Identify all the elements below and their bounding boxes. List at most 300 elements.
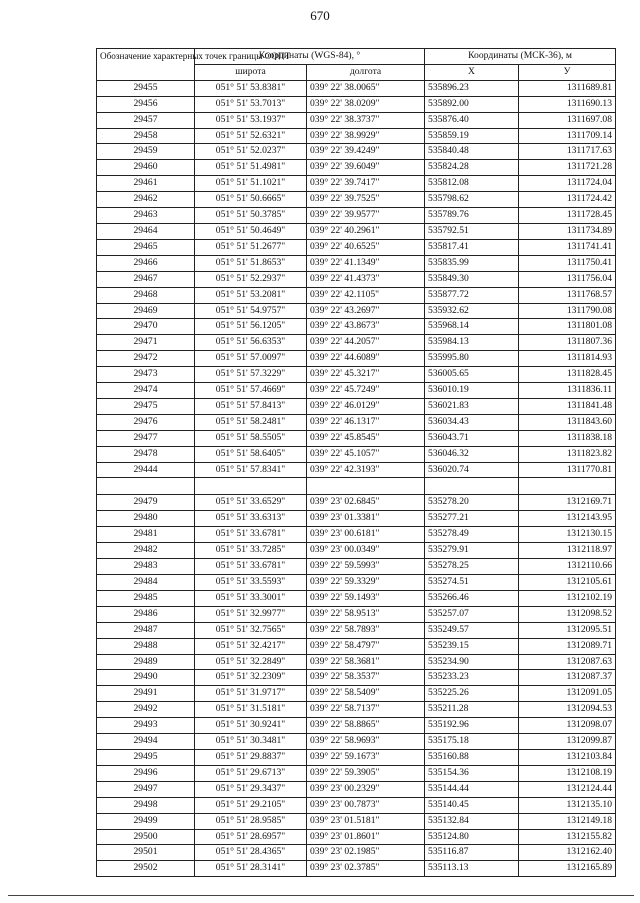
y-cell: 1311717.63 <box>519 144 616 160</box>
point-id-cell: 29457 <box>97 112 195 128</box>
longitude-cell: 039° 23' 00.7873" <box>307 797 425 813</box>
point-id-cell: 29475 <box>97 398 195 414</box>
point-id-cell: 29491 <box>97 686 195 702</box>
point-id-cell: 29502 <box>97 861 195 877</box>
y-cell: 1311843.60 <box>519 414 616 430</box>
x-cell: 535877.72 <box>425 287 519 303</box>
table-row <box>97 255 616 271</box>
longitude-cell: 039° 22' 38.0209" <box>307 96 425 112</box>
table-row <box>97 303 616 319</box>
table-row <box>97 430 616 446</box>
table-row <box>97 398 616 414</box>
table-row <box>97 861 616 877</box>
point-id-cell: 29480 <box>97 511 195 527</box>
longitude-cell: 039° 23' 01.5181" <box>307 813 425 829</box>
table-row <box>97 686 616 702</box>
x-cell: 535840.48 <box>425 144 519 160</box>
latitude-cell: 051° 51' 28.6957" <box>195 829 307 845</box>
point-id-cell: 29476 <box>97 414 195 430</box>
x-cell: 535798.62 <box>425 192 519 208</box>
y-cell: 1311724.42 <box>519 192 616 208</box>
table-row <box>97 749 616 765</box>
y-cell: 1312087.37 <box>519 670 616 686</box>
longitude-cell: 039° 22' 39.7417" <box>307 176 425 192</box>
table-row <box>97 702 616 718</box>
y-cell: 1312099.87 <box>519 734 616 750</box>
point-id-cell: 29460 <box>97 160 195 176</box>
y-cell: 1311709.14 <box>519 128 616 144</box>
longitude-cell: 039° 22' 45.3217" <box>307 367 425 383</box>
x-cell: 535892.00 <box>425 96 519 112</box>
x-cell: 535279.91 <box>425 543 519 559</box>
table-row <box>97 781 616 797</box>
table-row <box>97 112 616 128</box>
point-id-cell: 29459 <box>97 144 195 160</box>
longitude-cell: 039° 23' 00.2329" <box>307 781 425 797</box>
y-cell: 1311728.45 <box>519 208 616 224</box>
point-id-cell: 29499 <box>97 813 195 829</box>
longitude-cell: 039° 22' 46.0129" <box>307 398 425 414</box>
longitude-cell: 039° 22' 44.2057" <box>307 335 425 351</box>
y-cell: 1311734.89 <box>519 223 616 239</box>
empty-cell <box>97 478 195 495</box>
point-id-cell: 29473 <box>97 367 195 383</box>
x-cell: 535968.14 <box>425 319 519 335</box>
x-cell: 535789.76 <box>425 208 519 224</box>
latitude-cell: 051° 51' 58.6405" <box>195 446 307 462</box>
y-cell: 1312108.19 <box>519 765 616 781</box>
empty-cell <box>307 478 425 495</box>
table-row <box>97 845 616 861</box>
group-separator-row <box>97 478 616 495</box>
latitude-cell: 051° 51' 33.6313" <box>195 511 307 527</box>
x-cell: 535160.88 <box>425 749 519 765</box>
table-row <box>97 160 616 176</box>
latitude-cell: 051° 51' 53.1937" <box>195 112 307 128</box>
subheader-longitude: долгота <box>307 64 425 80</box>
latitude-cell: 051° 51' 32.7565" <box>195 622 307 638</box>
table-row <box>97 495 616 511</box>
y-cell: 1311741.41 <box>519 239 616 255</box>
latitude-cell: 051° 51' 50.4649" <box>195 223 307 239</box>
x-cell: 536043.71 <box>425 430 519 446</box>
y-cell: 1311721.28 <box>519 160 616 176</box>
x-cell: 535132.84 <box>425 813 519 829</box>
latitude-cell: 051° 51' 52.6321" <box>195 128 307 144</box>
table-row <box>97 622 616 638</box>
longitude-cell: 039° 22' 58.3681" <box>307 654 425 670</box>
y-cell: 1311790.08 <box>519 303 616 319</box>
latitude-cell: 051° 51' 31.9717" <box>195 686 307 702</box>
table-row <box>97 192 616 208</box>
y-cell: 1311770.81 <box>519 462 616 478</box>
point-id-cell: 29501 <box>97 845 195 861</box>
point-id-cell: 29494 <box>97 734 195 750</box>
x-cell: 535234.90 <box>425 654 519 670</box>
y-cell: 1312094.53 <box>519 702 616 718</box>
longitude-cell: 039° 22' 58.8865" <box>307 718 425 734</box>
page-number: 670 <box>310 8 330 23</box>
point-id-cell: 29487 <box>97 622 195 638</box>
table-row <box>97 176 616 192</box>
table-body <box>97 80 616 876</box>
latitude-cell: 051° 51' 30.3481" <box>195 734 307 750</box>
table-row <box>97 144 616 160</box>
longitude-cell: 039° 22' 58.4797" <box>307 638 425 654</box>
longitude-cell: 039° 22' 59.3329" <box>307 575 425 591</box>
longitude-cell: 039° 22' 45.7249" <box>307 383 425 399</box>
longitude-cell: 039° 22' 44.6089" <box>307 351 425 367</box>
latitude-cell: 051° 51' 51.2677" <box>195 239 307 255</box>
x-cell: 535859.19 <box>425 128 519 144</box>
latitude-cell: 051° 51' 51.8653" <box>195 255 307 271</box>
point-id-cell: 29496 <box>97 765 195 781</box>
table-row <box>97 462 616 478</box>
y-cell: 1312155.82 <box>519 829 616 845</box>
point-id-cell: 29492 <box>97 702 195 718</box>
longitude-cell: 039° 22' 41.1349" <box>307 255 425 271</box>
longitude-cell: 039° 22' 40.2961" <box>307 223 425 239</box>
longitude-cell: 039° 22' 58.9513" <box>307 606 425 622</box>
point-id-cell: 29469 <box>97 303 195 319</box>
coordinates-table <box>96 48 616 877</box>
y-cell: 1311814.93 <box>519 351 616 367</box>
table-row <box>97 575 616 591</box>
point-id-cell: 29455 <box>97 80 195 96</box>
point-id-cell: 29474 <box>97 383 195 399</box>
table-row <box>97 590 616 606</box>
x-cell: 535154.36 <box>425 765 519 781</box>
y-cell: 1312130.15 <box>519 527 616 543</box>
y-cell: 1311690.13 <box>519 96 616 112</box>
x-cell: 535876.40 <box>425 112 519 128</box>
x-cell: 535896.23 <box>425 80 519 96</box>
point-id-cell: 29458 <box>97 128 195 144</box>
y-cell: 1311689.81 <box>519 80 616 96</box>
point-id-cell: 29462 <box>97 192 195 208</box>
x-cell: 535225.26 <box>425 686 519 702</box>
subheader-latitude: широта <box>195 64 307 80</box>
x-cell: 535278.20 <box>425 495 519 511</box>
longitude-cell: 039° 22' 58.7137" <box>307 702 425 718</box>
longitude-cell: 039° 22' 45.8545" <box>307 430 425 446</box>
header-msk36: Координаты (МСК-36), м <box>425 49 616 65</box>
y-cell: 1311801.08 <box>519 319 616 335</box>
longitude-cell: 039° 23' 01.3381" <box>307 511 425 527</box>
y-cell: 1312124.44 <box>519 781 616 797</box>
table-row <box>97 128 616 144</box>
x-cell: 535932.62 <box>425 303 519 319</box>
point-id-cell: 29465 <box>97 239 195 255</box>
y-cell: 1312098.07 <box>519 718 616 734</box>
latitude-cell: 051° 51' 57.8341" <box>195 462 307 478</box>
y-cell: 1312118.97 <box>519 543 616 559</box>
y-cell: 1311768.57 <box>519 287 616 303</box>
point-id-cell: 29493 <box>97 718 195 734</box>
y-cell: 1312149.18 <box>519 813 616 829</box>
subheader-y: У <box>519 64 616 80</box>
x-cell: 535233.23 <box>425 670 519 686</box>
x-cell: 535278.49 <box>425 527 519 543</box>
longitude-cell: 039° 22' 59.3905" <box>307 765 425 781</box>
point-id-cell: 29481 <box>97 527 195 543</box>
empty-cell <box>195 478 307 495</box>
longitude-cell: 039° 22' 43.8673" <box>307 319 425 335</box>
latitude-cell: 051° 51' 56.1205" <box>195 319 307 335</box>
point-id-cell: 29495 <box>97 749 195 765</box>
y-cell: 1311838.18 <box>519 430 616 446</box>
y-cell: 1312162.40 <box>519 845 616 861</box>
table-row <box>97 654 616 670</box>
longitude-cell: 039° 22' 46.1317" <box>307 414 425 430</box>
longitude-cell: 039° 22' 59.1493" <box>307 590 425 606</box>
point-id-cell: 29470 <box>97 319 195 335</box>
latitude-cell: 051° 51' 30.9241" <box>195 718 307 734</box>
longitude-cell: 039° 22' 39.7525" <box>307 192 425 208</box>
longitude-cell: 039° 22' 58.7893" <box>307 622 425 638</box>
longitude-cell: 039° 22' 59.1673" <box>307 749 425 765</box>
point-id-cell: 29490 <box>97 670 195 686</box>
longitude-cell: 039° 23' 02.1985" <box>307 845 425 861</box>
latitude-cell: 051° 51' 53.2081" <box>195 287 307 303</box>
x-cell: 535817.41 <box>425 239 519 255</box>
x-cell: 535266.46 <box>425 590 519 606</box>
footer-divider <box>8 895 634 896</box>
table-row <box>97 383 616 399</box>
point-id-cell: 29461 <box>97 176 195 192</box>
table-row <box>97 367 616 383</box>
point-id-cell: 29478 <box>97 446 195 462</box>
x-cell: 536034.43 <box>425 414 519 430</box>
y-cell: 1312087.63 <box>519 654 616 670</box>
table-row <box>97 351 616 367</box>
longitude-cell: 039° 22' 39.9577" <box>307 208 425 224</box>
y-cell: 1311828.45 <box>519 367 616 383</box>
table-row <box>97 414 616 430</box>
latitude-cell: 051° 51' 29.3437" <box>195 781 307 797</box>
table-row <box>97 271 616 287</box>
table-row <box>97 96 616 112</box>
y-cell: 1311697.08 <box>519 112 616 128</box>
y-cell: 1312091.05 <box>519 686 616 702</box>
x-cell: 535113.13 <box>425 861 519 877</box>
point-id-cell: 29479 <box>97 495 195 511</box>
latitude-cell: 051° 51' 29.6713" <box>195 765 307 781</box>
point-id-cell: 29456 <box>97 96 195 112</box>
y-cell: 1311724.04 <box>519 176 616 192</box>
latitude-cell: 051° 51' 33.3001" <box>195 590 307 606</box>
table-row <box>97 287 616 303</box>
point-id-cell: 29486 <box>97 606 195 622</box>
latitude-cell: 051° 51' 32.2309" <box>195 670 307 686</box>
y-cell: 1311756.04 <box>519 271 616 287</box>
longitude-cell: 039° 23' 00.0349" <box>307 543 425 559</box>
x-cell: 535995.80 <box>425 351 519 367</box>
subheader-x: X <box>425 64 519 80</box>
point-id-cell: 29467 <box>97 271 195 287</box>
x-cell: 535175.18 <box>425 734 519 750</box>
latitude-cell: 051° 51' 29.8837" <box>195 749 307 765</box>
longitude-cell: 039° 22' 45.1057" <box>307 446 425 462</box>
latitude-cell: 051° 51' 57.8413" <box>195 398 307 414</box>
y-cell: 1312089.71 <box>519 638 616 654</box>
latitude-cell: 051° 51' 54.9757" <box>195 303 307 319</box>
x-cell: 536010.19 <box>425 383 519 399</box>
latitude-cell: 051° 51' 28.4365" <box>195 845 307 861</box>
latitude-cell: 051° 51' 53.7013" <box>195 96 307 112</box>
y-cell: 1312143.95 <box>519 511 616 527</box>
latitude-cell: 051° 51' 32.4217" <box>195 638 307 654</box>
longitude-cell: 039° 22' 43.2697" <box>307 303 425 319</box>
table-row <box>97 446 616 462</box>
point-id-cell: 29466 <box>97 255 195 271</box>
longitude-cell: 039° 22' 42.1105" <box>307 287 425 303</box>
y-cell: 1312103.84 <box>519 749 616 765</box>
latitude-cell: 051° 51' 50.3785" <box>195 208 307 224</box>
table-row <box>97 813 616 829</box>
latitude-cell: 051° 51' 33.6781" <box>195 527 307 543</box>
latitude-cell: 051° 51' 57.0097" <box>195 351 307 367</box>
point-id-cell: 29497 <box>97 781 195 797</box>
x-cell: 535812.08 <box>425 176 519 192</box>
table-row <box>97 208 616 224</box>
longitude-cell: 039° 22' 38.3737" <box>307 112 425 128</box>
table-row <box>97 829 616 845</box>
latitude-cell: 051° 51' 52.0237" <box>195 144 307 160</box>
x-cell: 535792.51 <box>425 223 519 239</box>
latitude-cell: 051° 51' 56.6353" <box>195 335 307 351</box>
x-cell: 535116.87 <box>425 845 519 861</box>
y-cell: 1311807.36 <box>519 335 616 351</box>
x-cell: 535835.99 <box>425 255 519 271</box>
x-cell: 535239.15 <box>425 638 519 654</box>
table-row <box>97 638 616 654</box>
table-row <box>97 527 616 543</box>
empty-cell <box>425 478 519 495</box>
y-cell: 1311750.41 <box>519 255 616 271</box>
empty-cell <box>519 478 616 495</box>
table-row <box>97 223 616 239</box>
x-cell: 535257.07 <box>425 606 519 622</box>
table-row <box>97 543 616 559</box>
latitude-cell: 051° 51' 28.9585" <box>195 813 307 829</box>
longitude-cell: 039° 22' 58.5409" <box>307 686 425 702</box>
latitude-cell: 051° 51' 52.2937" <box>195 271 307 287</box>
point-id-cell: 29484 <box>97 575 195 591</box>
latitude-cell: 051° 51' 58.2481" <box>195 414 307 430</box>
table-row <box>97 335 616 351</box>
table-row <box>97 319 616 335</box>
latitude-cell: 051° 51' 33.6529" <box>195 495 307 511</box>
point-id-cell: 29472 <box>97 351 195 367</box>
longitude-cell: 039° 22' 41.4373" <box>307 271 425 287</box>
point-id-cell: 29444 <box>97 462 195 478</box>
x-cell: 535144.44 <box>425 781 519 797</box>
y-cell: 1312098.52 <box>519 606 616 622</box>
point-id-cell: 29488 <box>97 638 195 654</box>
point-id-cell: 29489 <box>97 654 195 670</box>
y-cell: 1312169.71 <box>519 495 616 511</box>
latitude-cell: 051° 51' 53.8381" <box>195 80 307 96</box>
latitude-cell: 051° 51' 29.2105" <box>195 797 307 813</box>
table-row <box>97 765 616 781</box>
longitude-cell: 039° 22' 42.3193" <box>307 462 425 478</box>
longitude-cell: 039° 22' 58.9693" <box>307 734 425 750</box>
x-cell: 535849.30 <box>425 271 519 287</box>
latitude-cell: 051° 51' 51.4981" <box>195 160 307 176</box>
latitude-cell: 051° 51' 57.4669" <box>195 383 307 399</box>
point-id-cell: 29500 <box>97 829 195 845</box>
y-cell: 1311823.82 <box>519 446 616 462</box>
latitude-cell: 051° 51' 28.3141" <box>195 861 307 877</box>
y-cell: 1311841.48 <box>519 398 616 414</box>
longitude-cell: 039° 22' 38.9929" <box>307 128 425 144</box>
x-cell: 535824.28 <box>425 160 519 176</box>
x-cell: 535211.28 <box>425 702 519 718</box>
longitude-cell: 039° 22' 58.3537" <box>307 670 425 686</box>
x-cell: 535249.57 <box>425 622 519 638</box>
header-wgs84: Координаты (WGS-84), ° <box>195 49 425 65</box>
longitude-cell: 039° 22' 38.0065" <box>307 80 425 96</box>
y-cell: 1312135.10 <box>519 797 616 813</box>
point-id-cell: 29477 <box>97 430 195 446</box>
x-cell: 536046.32 <box>425 446 519 462</box>
table-row <box>97 80 616 96</box>
table-row <box>97 606 616 622</box>
y-cell: 1312102.19 <box>519 590 616 606</box>
longitude-cell: 039° 22' 59.5993" <box>307 559 425 575</box>
latitude-cell: 051° 51' 31.5181" <box>195 702 307 718</box>
table-row <box>97 559 616 575</box>
y-cell: 1311836.11 <box>519 383 616 399</box>
x-cell: 535278.25 <box>425 559 519 575</box>
latitude-cell: 051° 51' 57.3229" <box>195 367 307 383</box>
latitude-cell: 051° 51' 33.7285" <box>195 543 307 559</box>
y-cell: 1312110.66 <box>519 559 616 575</box>
latitude-cell: 051° 51' 32.9977" <box>195 606 307 622</box>
point-id-cell: 29485 <box>97 590 195 606</box>
longitude-cell: 039° 23' 02.3785" <box>307 861 425 877</box>
point-id-cell: 29483 <box>97 559 195 575</box>
latitude-cell: 051° 51' 50.6665" <box>195 192 307 208</box>
latitude-cell: 051° 51' 32.2849" <box>195 654 307 670</box>
latitude-cell: 051° 51' 33.5593" <box>195 575 307 591</box>
point-id-cell: 29468 <box>97 287 195 303</box>
y-cell: 1312105.61 <box>519 575 616 591</box>
point-id-cell: 29471 <box>97 335 195 351</box>
x-cell: 535984.13 <box>425 335 519 351</box>
longitude-cell: 039° 23' 01.8601" <box>307 829 425 845</box>
x-cell: 535140.45 <box>425 797 519 813</box>
table-row <box>97 797 616 813</box>
point-id-cell: 29498 <box>97 797 195 813</box>
latitude-cell: 051° 51' 58.5505" <box>195 430 307 446</box>
table-row <box>97 511 616 527</box>
table-row <box>97 718 616 734</box>
x-cell: 535274.51 <box>425 575 519 591</box>
point-id-cell: 29463 <box>97 208 195 224</box>
x-cell: 536021.83 <box>425 398 519 414</box>
latitude-cell: 051° 51' 51.1021" <box>195 176 307 192</box>
table-row <box>97 670 616 686</box>
longitude-cell: 039° 22' 39.6049" <box>307 160 425 176</box>
header-point-designation: Обозначение характерных точек границы ООПТ <box>97 49 195 81</box>
x-cell: 535277.21 <box>425 511 519 527</box>
longitude-cell: 039° 23' 02.6845" <box>307 495 425 511</box>
x-cell: 536020.74 <box>425 462 519 478</box>
table-row <box>97 734 616 750</box>
x-cell: 536005.65 <box>425 367 519 383</box>
